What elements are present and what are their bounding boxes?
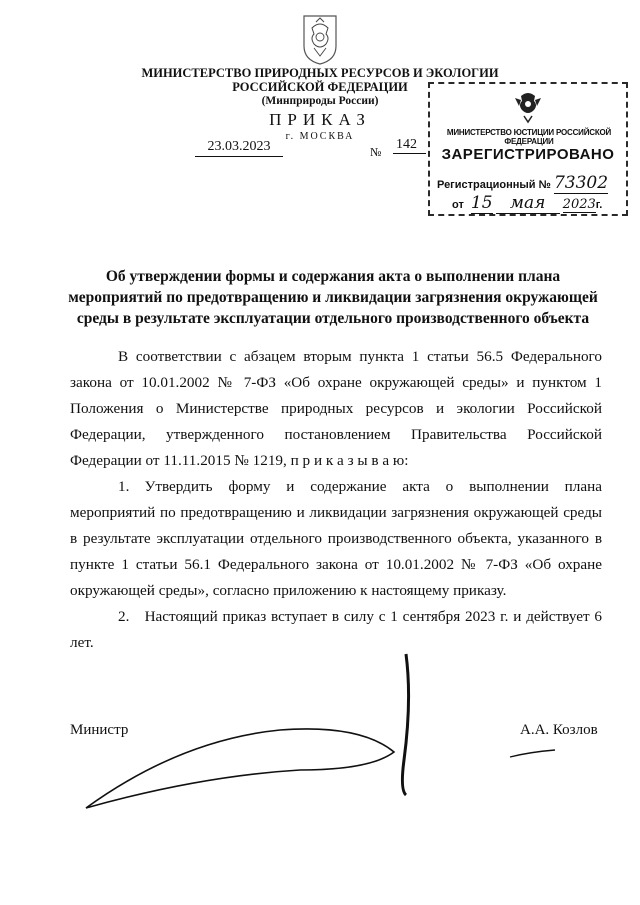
- stamp-registration-date: [452, 193, 602, 214]
- title-line-3: среды в результате эксплуатации отдельного производственного объекта: [76, 310, 590, 327]
- stamp-year-suffix: г.: [595, 199, 603, 211]
- order-number: 142: [393, 137, 426, 154]
- stamp-registration-label: Регистрационный №: [437, 179, 551, 191]
- stamp-authority: МИНИСТЕРСТВО ЮСТИЦИИ РОССИЙСКОЙ ФЕДЕРАЦИИ: [446, 128, 612, 146]
- ministry-name-line2: РОССИЙСКОЙ ФЕДЕРАЦИИ: [232, 80, 408, 94]
- ministry-name-line1: МИНИСТЕРСТВО ПРИРОДНЫХ РЕСУРСОВ И ЭКОЛОГИИ: [141, 66, 499, 80]
- signer-name: А.А. Козлов: [520, 722, 598, 738]
- order-number-sign: №: [370, 145, 382, 159]
- stamp-year: 2023: [562, 197, 596, 212]
- signer-position: Министр: [70, 722, 129, 738]
- order-item-2: 2. Настоящий приказ вступает в силу с 1 сентября 2023 г. и действует 6 лет.: [70, 608, 602, 651]
- order-title: ПРИКАЗ: [269, 110, 371, 129]
- stamp-month: мая: [496, 193, 560, 214]
- preamble-text: В соответствии с абзацем вторым пункта 1 статьи 56.5 Федерального закона от 10.01.2002 № 7-ФЗ «Об охране окружающей среды» и пунктом 1 Положения о Министерстве природных ресурсов и экологии Российской Федерации, утвержденного постановлением Правительства Российской Федерации от 11.11.2015 № 1219,: [70, 348, 602, 469]
- order-item-1: 1. Утвердить форму и содержание акта о выполнении плана мероприятий по предотвращению и ликвидации загрязнения окружающей среды в результате эксплуатации отдельного производственного объекта, указанного в пункте 1 статьи 56.1 Федерального закона от 10.01.2002 № 7-ФЗ «Об охране окружающей среды», согласно приложению к настоящему приказу.: [70, 478, 602, 599]
- stamp-day: 15: [470, 193, 493, 213]
- stamp-coat-of-arms-icon: [513, 88, 543, 124]
- order-date: 23.03.2023: [195, 139, 283, 157]
- stamp-date-prefix: от: [452, 199, 464, 211]
- ministry-short-name: (Минприроды России): [261, 95, 379, 107]
- stamp-registration-number: [437, 173, 608, 193]
- document-title: [68, 266, 598, 329]
- order-city: г. МОСКВА: [285, 131, 355, 142]
- title-line-1: Об утверждении формы и содержания акта о выполнении плана: [105, 268, 561, 285]
- registration-number-handwritten: 73302: [553, 173, 609, 193]
- stamp-registered: ЗАРЕГИСТРИРОВАНО: [441, 146, 615, 163]
- order-verb: п р и к а з ы в а ю:: [290, 452, 409, 469]
- coat-of-arms-icon: [300, 12, 340, 66]
- title-line-2: мероприятий по предотвращению и ликвидации загрязнения окружающей: [68, 289, 598, 306]
- preamble-paragraph: [70, 344, 602, 474]
